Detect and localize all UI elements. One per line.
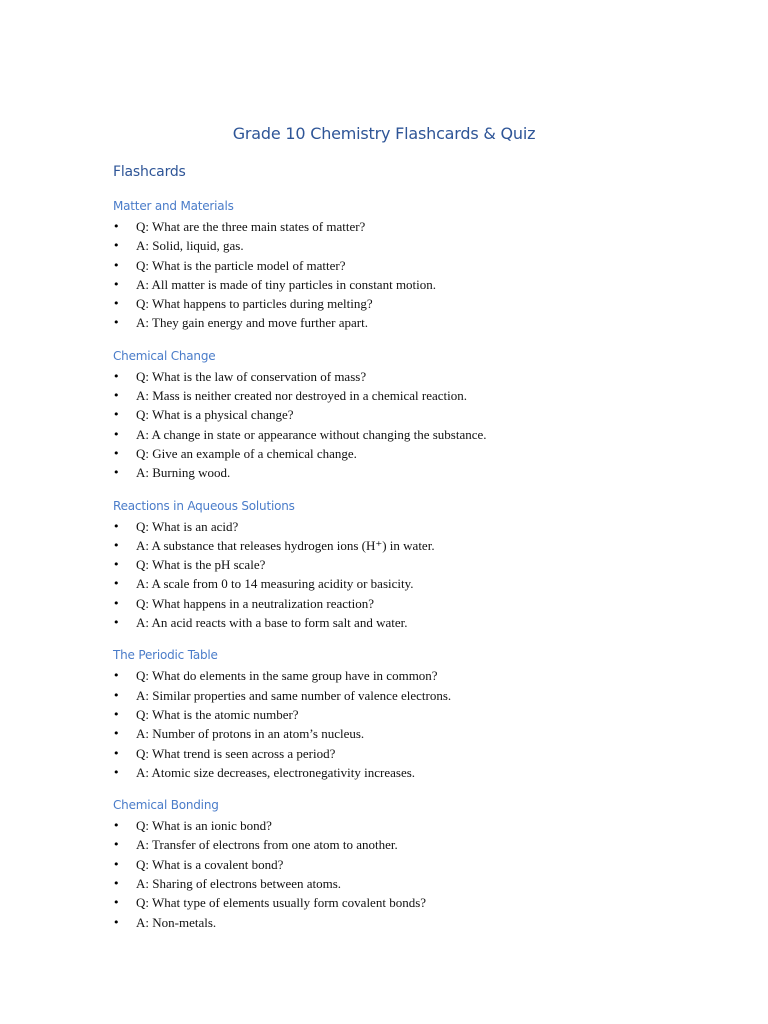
list-item	[113, 425, 713, 444]
flashcard-text: Q: What happens to particles during melting?	[136, 296, 373, 312]
bullet-icon: •	[113, 857, 120, 871]
flashcard-text: Q: What happens in a neutralization reaction?	[136, 595, 374, 611]
flashcard-list	[113, 517, 713, 633]
list-item	[113, 405, 713, 424]
flashcard-text: A: Sharing of electrons between atoms.	[136, 876, 342, 892]
section-title: Chemical Change	[113, 348, 216, 363]
section-title: Chemical Bonding	[113, 798, 219, 813]
list-item	[113, 763, 713, 782]
bullet-icon: •	[113, 915, 120, 929]
list-item	[113, 913, 713, 932]
flashcard-text: A: Transfer of electrons from one atom to another.	[136, 837, 398, 853]
list-item	[113, 294, 713, 313]
flashcard-list	[113, 367, 713, 483]
flashcard-text: A: A scale from 0 to 14 measuring acidity or basicity.	[136, 576, 414, 592]
bullet-icon: •	[113, 519, 120, 533]
bullet-icon: •	[113, 389, 120, 403]
bullet-icon: •	[113, 838, 120, 852]
list-item	[113, 275, 713, 294]
list-item	[113, 705, 713, 724]
list-item	[113, 594, 713, 613]
flashcard-text: Q: What do elements in the same group have in common?	[136, 668, 438, 684]
list-item	[113, 236, 713, 255]
list-item	[113, 574, 713, 593]
list-item	[113, 313, 713, 332]
flashcard-text: A: Number of protons in an atom’s nucleus.	[136, 726, 365, 742]
list-item	[113, 724, 713, 743]
flashcards-heading: Flashcards	[113, 164, 186, 180]
section-title: Reactions in Aqueous Solutions	[113, 498, 295, 513]
flashcard-text: A: They gain energy and move further apart.	[136, 315, 368, 331]
flashcard-text: A: An acid reacts with a base to form salt and water.	[136, 615, 408, 631]
bullet-icon: •	[113, 220, 120, 233]
flashcard-text: Q: What type of elements usually form covalent bonds?	[136, 895, 427, 911]
section-title: The Periodic Table	[113, 648, 218, 663]
list-item	[113, 444, 713, 463]
list-item	[113, 613, 713, 632]
list-item	[113, 517, 713, 536]
bullet-icon: •	[113, 669, 120, 683]
bullet-icon: •	[113, 427, 120, 441]
bullet-icon: •	[113, 746, 120, 760]
flashcard-list	[113, 666, 713, 782]
list-item	[113, 555, 713, 574]
flashcard-text: Q: What trend is seen across a period?	[136, 745, 336, 761]
bullet-icon: •	[113, 727, 120, 741]
bullet-icon: •	[113, 408, 120, 422]
bullet-icon: •	[113, 616, 120, 630]
bullet-icon: •	[113, 688, 120, 702]
list-item	[113, 367, 713, 386]
section-matter-and-materials	[113, 198, 713, 333]
flashcard-text: A: Non-metals.	[136, 914, 217, 930]
list-item	[113, 217, 713, 236]
bullet-icon: •	[113, 277, 120, 291]
list-item	[113, 835, 713, 854]
flashcard-text: A: Burning wood.	[136, 465, 231, 481]
bullet-icon: •	[113, 239, 120, 253]
flashcard-text: Q: What is a physical change?	[136, 407, 294, 423]
list-item	[113, 463, 713, 482]
bullet-icon: •	[113, 316, 120, 330]
list-item	[113, 536, 713, 555]
flashcard-text: A: A substance that releases hydrogen ions (H⁺) in water.	[136, 537, 435, 553]
section-title: Matter and Materials	[113, 199, 234, 213]
bullet-icon: •	[113, 577, 120, 591]
list-item	[113, 816, 713, 835]
bullet-icon: •	[113, 446, 120, 460]
list-item	[113, 686, 713, 705]
section-chemical-bonding	[113, 797, 713, 932]
list-item	[113, 874, 713, 893]
bullet-icon: •	[113, 297, 120, 311]
section-the-periodic-table	[113, 647, 713, 782]
list-item	[113, 744, 713, 763]
flashcard-text: Q: What is the pH scale?	[136, 557, 266, 573]
flashcard-text: A: Atomic size decreases, electronegativity increases.	[136, 764, 416, 780]
bullet-icon: •	[113, 707, 120, 721]
flashcard-text: Q: What is an acid?	[136, 518, 239, 534]
bullet-icon: •	[113, 596, 120, 610]
flashcard-text: A: Solid, liquid, gas.	[136, 238, 244, 254]
flashcard-text: Q: What is the law of conservation of mass?	[136, 368, 367, 384]
flashcard-text: A: Mass is neither created nor destroyed in a chemical reaction.	[136, 388, 468, 404]
bullet-icon: •	[113, 819, 120, 833]
flashcard-list	[113, 816, 713, 932]
bullet-icon: •	[113, 369, 120, 383]
flashcard-text: Q: What are the three main states of matter?	[136, 219, 366, 234]
flashcard-text: Q: What is the atomic number?	[136, 706, 299, 722]
bullet-icon: •	[113, 877, 120, 891]
section-chemical-change	[113, 348, 713, 483]
bullet-icon: •	[113, 538, 120, 552]
bullet-icon: •	[113, 765, 120, 779]
list-item	[113, 256, 713, 275]
flashcard-text: Q: Give an example of a chemical change.	[136, 445, 357, 461]
list-item	[113, 666, 713, 685]
flashcard-text: A: A change in state or appearance without changing the substance.	[136, 426, 487, 442]
bullet-icon: •	[113, 466, 120, 480]
flashcard-text: A: Similar properties and same number of valence electrons.	[136, 687, 452, 703]
flashcard-text: Q: What is the particle model of matter?	[136, 257, 346, 273]
document-title: Grade 10 Chemistry Flashcards & Quiz	[232, 124, 536, 143]
bullet-icon: •	[113, 258, 120, 272]
flashcard-list	[113, 217, 713, 333]
flashcard-text: Q: What is a covalent bond?	[136, 856, 284, 872]
flashcard-text: Q: What is an ionic bond?	[136, 818, 272, 834]
list-item	[113, 893, 713, 912]
document-body	[113, 162, 713, 947]
bullet-icon: •	[113, 558, 120, 572]
section-reactions-in-aqueous-solutions	[113, 498, 713, 633]
bullet-icon: •	[113, 896, 120, 910]
flashcard-text: A: All matter is made of tiny particles in constant motion.	[136, 276, 437, 292]
list-item	[113, 386, 713, 405]
list-item	[113, 855, 713, 874]
